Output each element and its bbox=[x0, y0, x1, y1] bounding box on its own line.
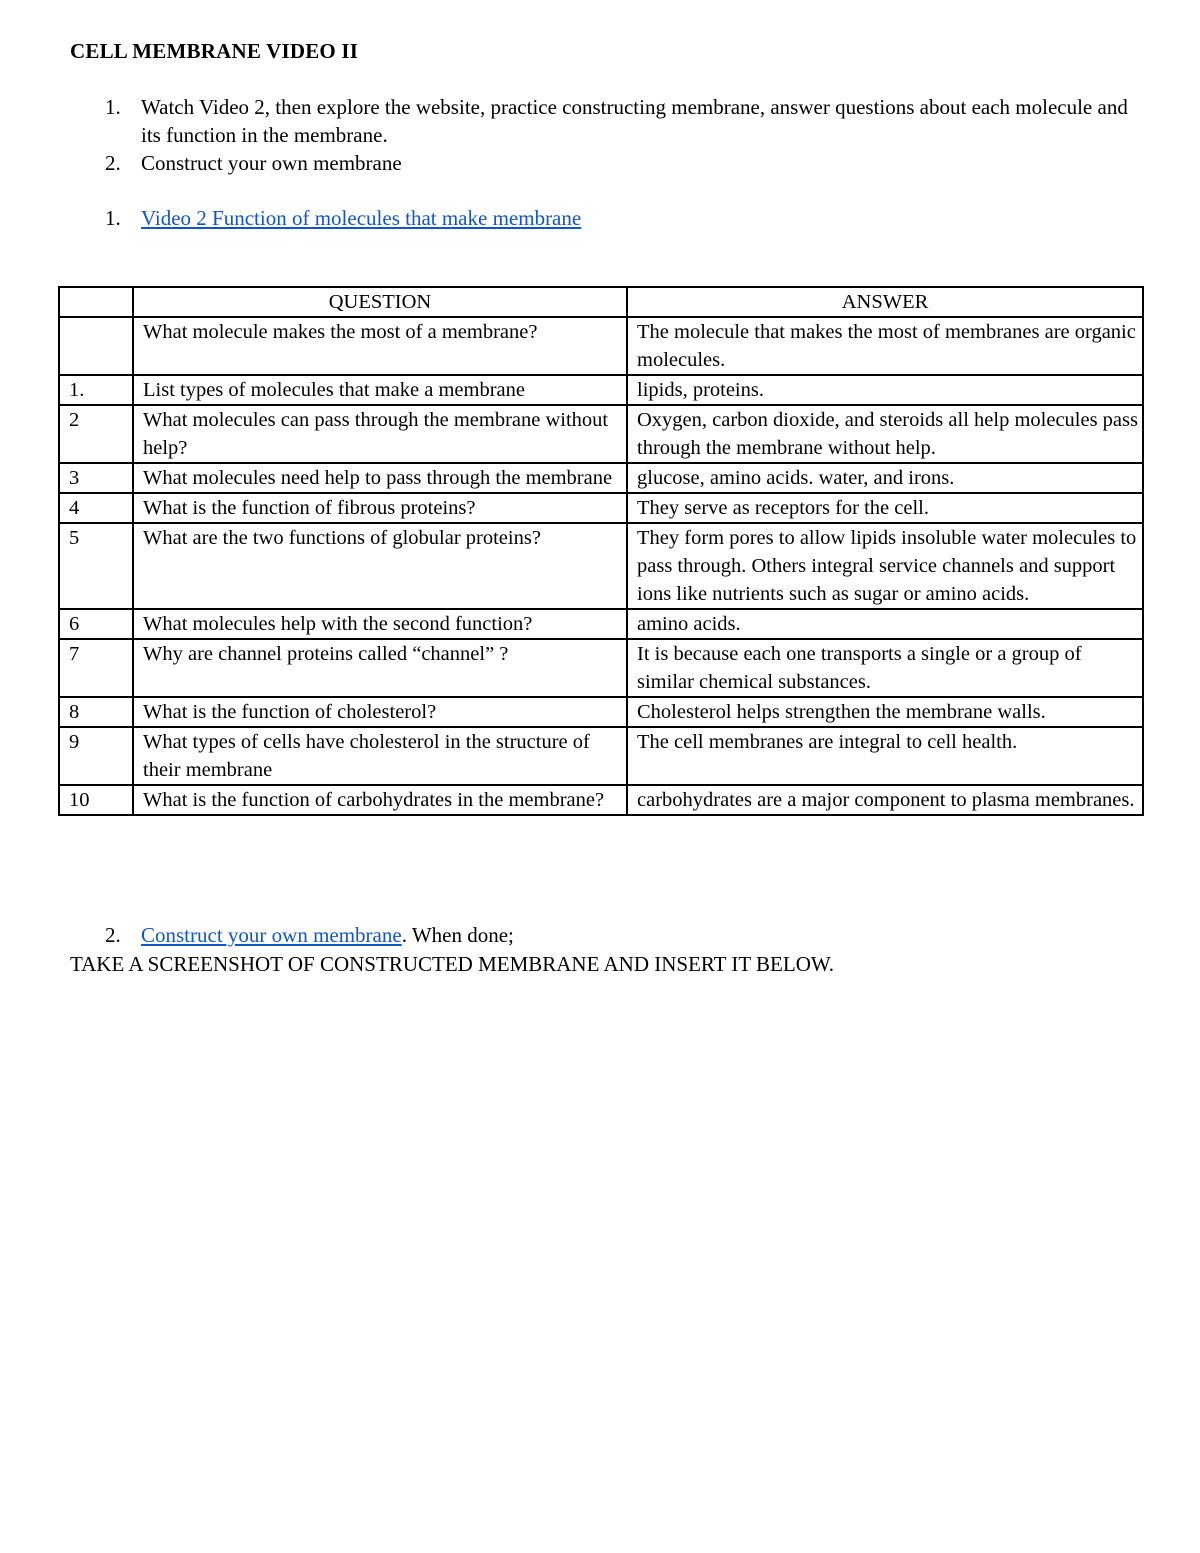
row-question: What molecules can pass through the membrane without help? bbox=[133, 405, 627, 463]
instruction-number: 1. bbox=[105, 95, 121, 119]
header-number bbox=[59, 287, 133, 317]
row-number: 5 bbox=[59, 523, 133, 609]
header-question: QUESTION bbox=[133, 287, 627, 317]
construct-list bbox=[70, 921, 1140, 949]
construct-number: 2. bbox=[105, 923, 121, 947]
row-answer: They form pores to allow lipids insoluble water molecules to pass through. Others integral service channels and support ions like nutrients such as sugar or amino acids. bbox=[627, 523, 1143, 609]
row-answer: It is because each one transports a single or a group of similar chemical substances. bbox=[627, 639, 1143, 697]
row-question: What molecule makes the most of a membrane? bbox=[133, 317, 627, 375]
table-row bbox=[59, 697, 1143, 727]
row-number: 3 bbox=[59, 463, 133, 493]
table-row bbox=[59, 405, 1143, 463]
row-number: 9 bbox=[59, 727, 133, 785]
table-row bbox=[59, 727, 1143, 785]
table-row bbox=[59, 785, 1143, 815]
table-row bbox=[59, 639, 1143, 697]
construct-item bbox=[70, 921, 1140, 949]
page-title: CELL MEMBRANE VIDEO II bbox=[70, 39, 359, 63]
instruction-text: Construct your own membrane bbox=[141, 151, 402, 175]
row-answer: amino acids. bbox=[627, 609, 1143, 639]
instruction-item bbox=[70, 149, 1140, 177]
row-answer: carbohydrates are a major component to plasma membranes. bbox=[627, 785, 1143, 815]
table-row bbox=[59, 317, 1143, 375]
question-answer-table bbox=[58, 286, 1144, 816]
video-link-item bbox=[70, 204, 1140, 232]
row-number: 1. bbox=[59, 375, 133, 405]
table-row bbox=[59, 463, 1143, 493]
row-answer: glucose, amino acids. water, and irons. bbox=[627, 463, 1143, 493]
table-header-row bbox=[59, 287, 1143, 317]
closing-instruction: TAKE A SCREENSHOT OF CONSTRUCTED MEMBRANE AND INSERT IT BELOW. bbox=[70, 952, 835, 976]
instruction-text: Watch Video 2, then explore the website, practice constructing membrane, answer questions about each molecule and its function in the membrane. bbox=[141, 95, 1128, 147]
row-number bbox=[59, 317, 133, 375]
row-answer: Oxygen, carbon dioxide, and steroids all help molecules pass through the membrane without help. bbox=[627, 405, 1143, 463]
row-question: What is the function of fibrous proteins? bbox=[133, 493, 627, 523]
row-question: Why are channel proteins called “channel” ? bbox=[133, 639, 627, 697]
row-number: 10 bbox=[59, 785, 133, 815]
row-number: 7 bbox=[59, 639, 133, 697]
row-question: List types of molecules that make a membrane bbox=[133, 375, 627, 405]
table-row bbox=[59, 493, 1143, 523]
row-question: What molecules need help to pass through the membrane bbox=[133, 463, 627, 493]
row-question: What molecules help with the second function? bbox=[133, 609, 627, 639]
video-link-number: 1. bbox=[105, 206, 121, 230]
row-number: 8 bbox=[59, 697, 133, 727]
row-number: 2 bbox=[59, 405, 133, 463]
instruction-number: 2. bbox=[105, 151, 121, 175]
row-question: What is the function of carbohydrates in the membrane? bbox=[133, 785, 627, 815]
table-row bbox=[59, 375, 1143, 405]
table-body bbox=[59, 317, 1143, 815]
instruction-item bbox=[70, 93, 1140, 149]
table-row bbox=[59, 609, 1143, 639]
row-answer: They serve as receptors for the cell. bbox=[627, 493, 1143, 523]
row-answer: Cholesterol helps strengthen the membrane walls. bbox=[627, 697, 1143, 727]
construct-suffix: . When done; bbox=[401, 923, 514, 947]
row-question: What is the function of cholesterol? bbox=[133, 697, 627, 727]
video-link-list bbox=[70, 204, 1140, 232]
row-number: 4 bbox=[59, 493, 133, 523]
instructions-list bbox=[70, 93, 1140, 177]
row-answer: The cell membranes are integral to cell health. bbox=[627, 727, 1143, 785]
row-question: What types of cells have cholesterol in the structure of their membrane bbox=[133, 727, 627, 785]
row-answer: lipids, proteins. bbox=[627, 375, 1143, 405]
row-number: 6 bbox=[59, 609, 133, 639]
video-2-link[interactable]: Video 2 Function of molecules that make membrane bbox=[141, 206, 582, 230]
construct-membrane-link[interactable]: Construct your own membrane bbox=[141, 923, 402, 947]
row-answer: The molecule that makes the most of membranes are organic molecules. bbox=[627, 317, 1143, 375]
row-question: What are the two functions of globular proteins? bbox=[133, 523, 627, 609]
table-row bbox=[59, 523, 1143, 609]
header-answer: ANSWER bbox=[627, 287, 1143, 317]
